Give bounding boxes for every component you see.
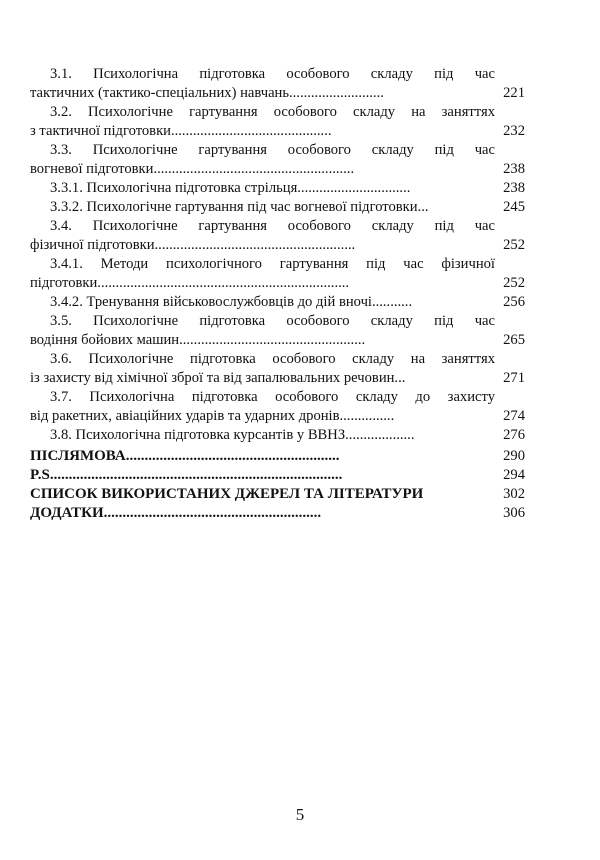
toc-page-number: 252 [503, 237, 525, 253]
toc-entry [30, 65, 525, 84]
toc-entry [30, 141, 525, 160]
toc-entry-continuation [30, 236, 525, 255]
toc-entry [30, 293, 525, 312]
toc-page-number: 294 [503, 467, 525, 483]
toc-section-label: ПІСЛЯМОВА......................................................... [30, 448, 340, 464]
toc-entry-text: 3.3.1. Психологічна підготовка стрільця............................... [50, 180, 411, 196]
toc-entry [30, 198, 525, 217]
toc-entry-text: 3.3.2. Психологічне гартування під час вогневої підготовки... [50, 199, 429, 215]
toc-entry-text: підготовки..................................................................... [30, 275, 350, 291]
toc-entry-text: 3.4. Психологічне гартування особового складу під час [50, 218, 495, 234]
toc-page-number: 274 [503, 408, 525, 424]
toc-entry [30, 350, 525, 369]
toc-entry-text: 3.7. Психологічна підготовка особового складу до захисту [50, 389, 495, 405]
toc-entry-text: 3.3. Психологічне гартування особового складу під час [50, 142, 495, 158]
toc-entry-text: від ракетних, авіаційних ударів та ударних дронів............... [30, 408, 395, 424]
toc-entry [30, 255, 525, 274]
toc-section-ps [30, 466, 525, 485]
toc-entry-continuation [30, 122, 525, 141]
toc-page-number: 221 [503, 85, 525, 101]
toc-section-label: ДОДАТКИ.......................................................... [30, 505, 322, 521]
toc-entry [30, 217, 525, 236]
toc-section-afterword [30, 447, 525, 466]
toc-page-number: 265 [503, 332, 525, 348]
toc-entry-text: фізичної підготовки....................................................... [30, 237, 356, 253]
toc-entry-continuation [30, 160, 525, 179]
toc-section-label: СПИСОК ВИКОРИСТАНИХ ДЖЕРЕЛ ТА ЛІТЕРАТУРИ [30, 486, 424, 502]
toc-page-number: 238 [503, 161, 525, 177]
toc-page-number: 245 [503, 199, 525, 215]
toc-section-references [30, 485, 525, 504]
toc-entry [30, 312, 525, 331]
toc-page-number: 276 [503, 427, 525, 443]
toc-entry-text: 3.4.1. Методи психологічного гартування під час фізичної [50, 256, 495, 272]
toc-page-number: 306 [503, 505, 525, 521]
toc-entry-text: 3.2. Психологічне гартування особового складу на заняттях [50, 104, 495, 120]
toc-entry [30, 388, 525, 407]
toc-entry-continuation [30, 84, 525, 103]
toc-page-number: 271 [503, 370, 525, 386]
toc-entry-continuation [30, 274, 525, 293]
toc-section-appendices [30, 504, 525, 523]
toc-entry [30, 103, 525, 122]
toc-page-number: 232 [503, 123, 525, 139]
table-of-contents [30, 65, 525, 523]
toc-entry [30, 426, 525, 445]
toc-entry-text: 3.1. Психологічна підготовка особового складу під час [50, 66, 495, 82]
toc-page-number: 302 [503, 486, 525, 502]
page-number: 5 [295, 805, 305, 824]
toc-entry-text: вогневої підготовки....................................................... [30, 161, 355, 177]
toc-entry-text: з тактичної підготовки............................................ [30, 123, 332, 139]
toc-entry-continuation [30, 331, 525, 350]
toc-entry-continuation [30, 369, 525, 388]
toc-page-number: 256 [503, 294, 525, 310]
toc-entry [30, 179, 525, 198]
toc-entry-text: 3.6. Психологічне підготовка особового складу на заняттях [50, 351, 495, 367]
toc-page-number: 290 [503, 448, 525, 464]
toc-section-label: P.S.............................................................................. [30, 467, 343, 483]
toc-page-number: 252 [503, 275, 525, 291]
toc-entry-text: 3.4.2. Тренування військовослужбовців до дій вночі........... [50, 294, 413, 310]
toc-entry-continuation [30, 407, 525, 426]
toc-entry-text: 3.8. Психологічна підготовка курсантів у ВВНЗ................... [50, 427, 415, 443]
toc-entry-text: водіння бойових машин................................................... [30, 332, 366, 348]
toc-page-number: 238 [503, 180, 525, 196]
toc-entry-text: 3.5. Психологічне підготовка особового складу під час [50, 313, 495, 329]
toc-entry-text: із захисту від хімічної зброї та від запалювальних речовин... [30, 370, 406, 386]
toc-entry-text: тактичних (тактико-спеціальних) навчань.......................... [30, 85, 384, 101]
